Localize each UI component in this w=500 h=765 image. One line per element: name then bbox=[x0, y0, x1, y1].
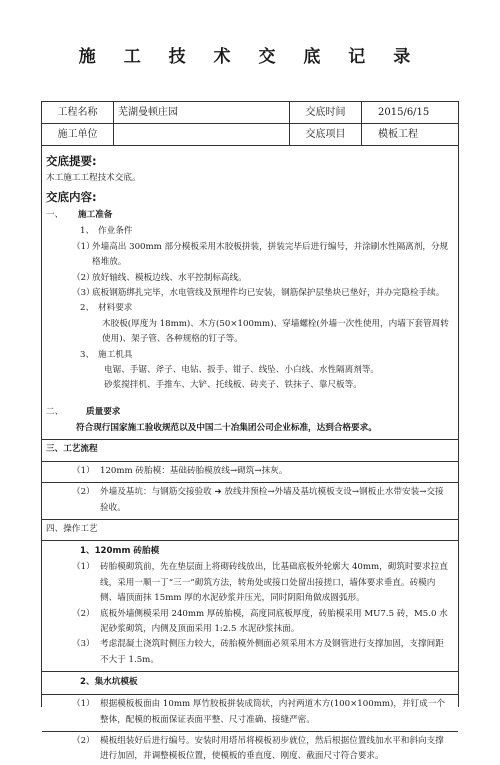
item-num: （3） bbox=[72, 288, 95, 299]
item-value: 模板工程 bbox=[378, 129, 418, 140]
sub-3-title: 施工机具 bbox=[98, 349, 133, 360]
list-item bbox=[42, 464, 450, 479]
item-text: 放好轴线、模板边线、水平控制标高线。 bbox=[92, 272, 247, 283]
sub-1-title: 作业条件 bbox=[98, 226, 133, 237]
time-value: 2015/6/15 bbox=[378, 107, 430, 118]
item-text: 底板外墙侧模采用 240mm 厚砖胎模，高度同底板厚度，砖胎模采用 MU7.5 砖，M5.0 水泥砂浆砌筑，内侧及顶面采用 1:2.5 水泥砂浆抹面。 bbox=[100, 608, 448, 634]
item-num: （3） bbox=[72, 639, 95, 650]
item-num: （1） bbox=[72, 241, 95, 252]
section-1-heading bbox=[42, 207, 458, 224]
section-4-title: 四、操作工艺 bbox=[46, 523, 98, 534]
content-heading: 交底内容: bbox=[46, 190, 97, 205]
list-item bbox=[42, 240, 450, 271]
material-text: 木胶板(厚度为 18mm)、木方(50×100mm)、穿墙螺栓(外墙一次性使用，内墙下套管周转使用)、架子管、各种规格的钉子等。 bbox=[102, 318, 449, 345]
header-row-project bbox=[42, 102, 458, 124]
divider bbox=[42, 540, 458, 541]
sub-3-heading bbox=[42, 348, 458, 363]
unit-label: 施工单位 bbox=[42, 124, 114, 145]
section-1-title: 施工准备 bbox=[78, 210, 113, 221]
record-table bbox=[41, 101, 459, 762]
item-text: 外墙及基坑：与钢筋交接验收 ➔ 放线并预检→外墙及基坑模板支设→钢板止水带安装→交接验收。 bbox=[100, 487, 444, 513]
item-num: （2） bbox=[72, 272, 95, 283]
divider bbox=[42, 439, 458, 440]
divider bbox=[42, 461, 458, 462]
item-text: 模板组装好后进行编号。安装时用塔吊将模板初步就位，然后根据位置线加水平和斜向支撑进行加固，并调整模板位置，使模板的垂直度、刚度、截面尺寸符合要求。 bbox=[100, 735, 444, 762]
list-item bbox=[42, 734, 450, 765]
item-num: （1） bbox=[72, 699, 95, 710]
time-label: 交底时间 bbox=[290, 102, 362, 123]
sub-4-1-title: 1、120mm 砖胎模 bbox=[80, 546, 160, 557]
document-title: 施 工 技 术 交 底 记 录 bbox=[78, 47, 422, 67]
list-item bbox=[42, 637, 450, 668]
divider bbox=[42, 731, 458, 732]
section-1-num: 一、 bbox=[46, 210, 64, 221]
tools-line-1: 电锯、手锯、斧子、电钻、扳手、钳子、线坠、小白线、水性隔离剂等。 bbox=[104, 365, 380, 376]
tools-line-2: 砂浆搅拌机、手推车、大铲、托线板、砖夹子、铁抹子、靠尺板等。 bbox=[104, 380, 362, 391]
divider bbox=[42, 694, 458, 695]
item-text: 外墙高出 300mm 部分模板采用木胶板拼装，拼装完毕后进行编号，并涂刷水性隔离剂，分规格堆放。 bbox=[92, 241, 449, 268]
sub-2-num: 2、 bbox=[80, 303, 95, 314]
header-row-unit bbox=[42, 124, 458, 146]
unit-value bbox=[114, 124, 290, 145]
sub-3-num: 3、 bbox=[80, 349, 95, 360]
list-item bbox=[42, 271, 450, 286]
list-item bbox=[42, 607, 450, 638]
quality-text: 符合现行国家施工验收规范以及中国二十冶集团公司企业标准，达到合格要求。 bbox=[76, 422, 377, 433]
project-label: 工程名称 bbox=[42, 102, 114, 123]
item-label: 交底项目 bbox=[290, 124, 362, 145]
item-text: 考虑混凝土浇筑时侧压力较大，砖胎模外侧面必须采用木方及钢管进行支撑加固，支撑间距不大于 1.5m。 bbox=[100, 639, 444, 665]
sub-2-title: 材料要求 bbox=[98, 303, 133, 314]
item-num: （2） bbox=[72, 608, 95, 619]
item-num: （1） bbox=[72, 562, 95, 573]
list-item bbox=[42, 560, 450, 606]
project-value: 芜湖曼顿庄园 bbox=[114, 102, 290, 123]
sub-1-heading bbox=[42, 224, 458, 239]
item-num: （2） bbox=[72, 487, 95, 498]
divider bbox=[42, 482, 458, 483]
list-item bbox=[42, 485, 450, 516]
section-2-num: 二、 bbox=[46, 406, 64, 417]
disclosure-body bbox=[42, 146, 458, 765]
sub-2-heading bbox=[42, 301, 458, 316]
item-text: 120mm 砖胎模：基础砖胎模放线→砌筑→抹灰。 bbox=[100, 465, 288, 476]
section-3-title: 三、工艺流程 bbox=[46, 444, 98, 455]
section-2-title: 质量要求 bbox=[86, 406, 121, 417]
sub-4-2-title: 2、集水坑模板 bbox=[80, 677, 138, 688]
item-num: （2） bbox=[72, 735, 95, 746]
item-text: 底板钢筋绑扎完毕，水电管线及预埋件均已安装，钢筋保护层垫块已垫好，并办完隐检手续。 bbox=[92, 288, 445, 299]
summary-text: 木工施工工程技术交底。 bbox=[46, 173, 141, 183]
item-text: 砖胎模砌筑前，先在垫层面上将砌砖线放出，比基础底板外轮廓大 40mm，砌筑时要求拉直线，采用一顺一丁“三一”砌筑方法，转角处或接口处留出接搓口，墙体要求垂直。砖模内侧、墙顶面抹 15mm 厚的水泥砂浆并压光，同时阴阳角做成圆弧形。 bbox=[100, 562, 448, 604]
divider bbox=[42, 671, 458, 672]
list-item bbox=[42, 286, 450, 301]
section-2-heading bbox=[42, 404, 458, 421]
item-text: 根据模板板面由 10mm 厚竹胶板拼装成筒状，内衬两道木方(100×100mm)，并钉成一个整体，配模的板面保证表面平整、尺寸准确、接缝严密。 bbox=[100, 699, 445, 725]
divider bbox=[42, 519, 458, 520]
sub-1-num: 1、 bbox=[80, 226, 95, 237]
list-item bbox=[42, 697, 450, 728]
item-num: （1） bbox=[72, 465, 95, 476]
summary-heading: 交底提要: bbox=[46, 154, 97, 168]
